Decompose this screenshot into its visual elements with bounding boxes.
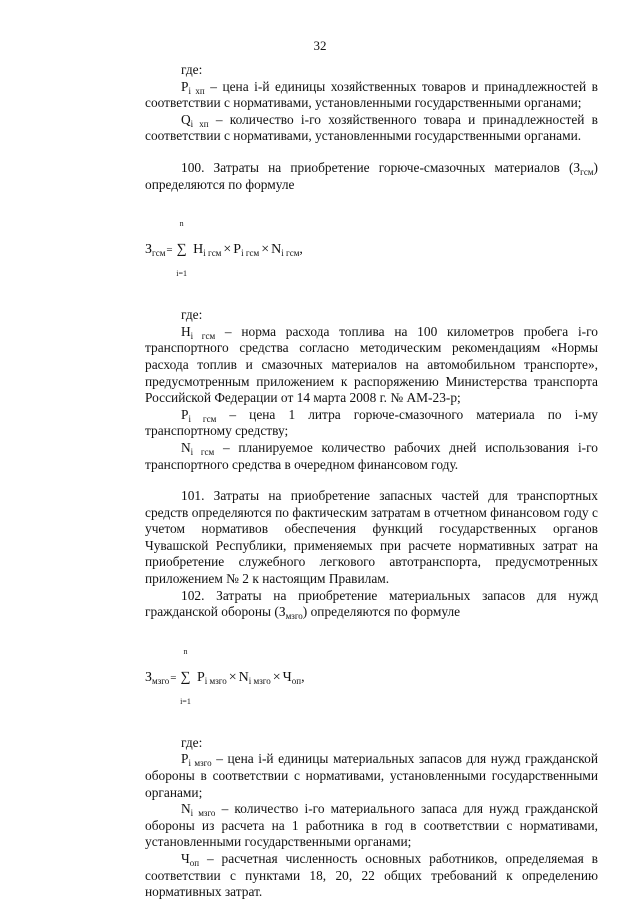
definition-text: – цена i-й единицы хозяйственных товаров и принадлежностей в соответствии с нормативами, установленными государственными органами; <box>145 78 598 111</box>
sigma-glyph: ∑ <box>176 242 187 258</box>
paragraph-text: ) определяются по формуле <box>145 159 598 192</box>
symbol: Р <box>181 406 189 422</box>
definition-p-mzgo <box>145 751 598 801</box>
sigma-glyph: ∑ <box>180 669 191 685</box>
symbol-subscript: мзго <box>285 611 303 622</box>
formula-term: Р <box>233 242 242 258</box>
paragraph-text: 100. Затраты на приобретение горюче-смазочных материалов (З <box>181 159 581 175</box>
definition-p-gsm <box>145 407 598 440</box>
symbol-subscript: i мзго <box>188 758 212 769</box>
formula-times: × <box>228 669 237 685</box>
formula-term: Р <box>196 669 205 685</box>
definition-q-hp <box>145 112 598 145</box>
definition-text: – количество i-го хозяйственного товара и принадлежностей в соответствии с нормативами, установленными государственными органами. <box>145 111 598 144</box>
symbol: N <box>181 439 191 455</box>
where-label: где: <box>181 734 203 750</box>
formula-comma: , <box>299 242 303 258</box>
paragraph-text: ) определяются по формуле <box>302 604 461 620</box>
sum-symbol <box>175 219 189 279</box>
formula-term: N <box>271 242 282 258</box>
paragraph-100 <box>145 160 598 193</box>
symbol-subscript: гсм <box>580 166 594 177</box>
formula-times: × <box>261 242 270 258</box>
paragraph-text: 102. Затраты на приобретение материальных запасов для нужд гражданской обороны (З <box>145 587 598 620</box>
formula-fuel <box>145 219 598 279</box>
paragraph-102 <box>145 588 598 621</box>
definition-n-mzgo <box>145 801 598 851</box>
formula-term-subscript: i мзго <box>248 675 271 686</box>
formula-term-subscript: i гсм <box>203 248 222 259</box>
definition-n-gsm <box>145 440 598 473</box>
symbol-subscript: i хп <box>188 85 205 96</box>
definition-text: – количество i-го материального запаса для нужд гражданской обороны из расчета на 1 работника в год в соответствии с нормативами, установленными государственными органами; <box>145 801 598 850</box>
sum-symbol <box>178 646 192 706</box>
formula-times: × <box>223 242 232 258</box>
paragraph-101: 101. Затраты на приобретение запасных частей для транспортных средств определяются по фактическим затратам в отчетном финансовом году с учетом нормативов обеспечения функций государственных органов Чувашской Республики, применяемых при расчете нормативных затрат на приобретение служебного легкового автотранспорта, предусмотренных приложением № 2 к настоящим Правилам. <box>145 488 598 587</box>
formula-equals: = <box>170 671 177 684</box>
formula-term-subscript: i гсм <box>281 248 300 259</box>
formula-term-subscript: i мзго <box>204 675 227 686</box>
definition-text: – планируемое количество рабочих дней использования i-го транспортного средства в очередном финансовом году. <box>145 439 598 472</box>
formula-term: Н <box>193 242 204 258</box>
sum-upper-limit: n <box>183 646 188 656</box>
formula-lhs-subscript: гсм <box>152 248 166 259</box>
symbol: Q <box>181 111 191 127</box>
sum-upper-limit: n <box>179 219 184 229</box>
definition-p-hp <box>145 79 598 112</box>
formula-times: × <box>272 669 281 685</box>
formula-equals: = <box>166 244 173 257</box>
symbol: P <box>181 78 189 94</box>
formula-term-subscript: i гсм <box>241 248 260 259</box>
symbol-subscript: i гсм <box>190 446 215 457</box>
formula-term-subscript: оп <box>291 675 302 686</box>
symbol-subscript: i гсм <box>188 413 217 424</box>
sum-lower-limit: i=1 <box>176 269 187 279</box>
symbol-subscript: оп <box>189 858 200 868</box>
formula-lhs: З <box>145 242 153 258</box>
symbol: Р <box>181 751 189 767</box>
symbol-subscript: i хп <box>190 118 209 129</box>
symbol: Н <box>181 323 191 339</box>
definition-text: – расчетная численность основных работников, определяемая в соответствии с пунктами 18, 20, 22 общих требований к определению нормативных затрат. <box>145 851 598 900</box>
symbol-subscript: i гсм <box>190 330 216 341</box>
where-label: где: <box>181 307 203 323</box>
definition-text: – норма расхода топлива на 100 километров пробега i-го транспортного средства согласно методическим рекомендациям «Нормы расхода топлив и смазочных материалов на автомобильном транспорте», предусмотренным приложением к распоряжению Министерства транспорта Российской Федерации от 14 марта 2008 г. № АМ-23-р; <box>145 323 598 406</box>
formula-civil-defense <box>145 646 598 706</box>
symbol: N <box>181 801 191 817</box>
definition-h-gsm <box>145 324 598 407</box>
definition-text: – цена 1 литра горюче-смазочного материала по i-му транспортному средству; <box>145 406 598 439</box>
formula-comma: , <box>301 669 305 685</box>
page-content <box>145 62 598 901</box>
formula-lhs: З <box>145 669 153 685</box>
sum-lower-limit: i=1 <box>180 696 191 706</box>
formula-lhs-subscript: мзго <box>152 675 170 686</box>
symbol: Ч <box>181 851 190 866</box>
page-number: 32 <box>313 38 327 53</box>
where-label: где: <box>181 62 203 77</box>
symbol-subscript: i мзго <box>190 808 216 819</box>
definition-text: – цена i-й единицы материальных запасов для нужд гражданской обороны в соответствии с нормативами, установленными государственными органами; <box>145 751 598 800</box>
definition-ch-op <box>145 851 598 901</box>
formula-term: Ч <box>282 669 292 685</box>
formula-term: N <box>238 669 249 685</box>
